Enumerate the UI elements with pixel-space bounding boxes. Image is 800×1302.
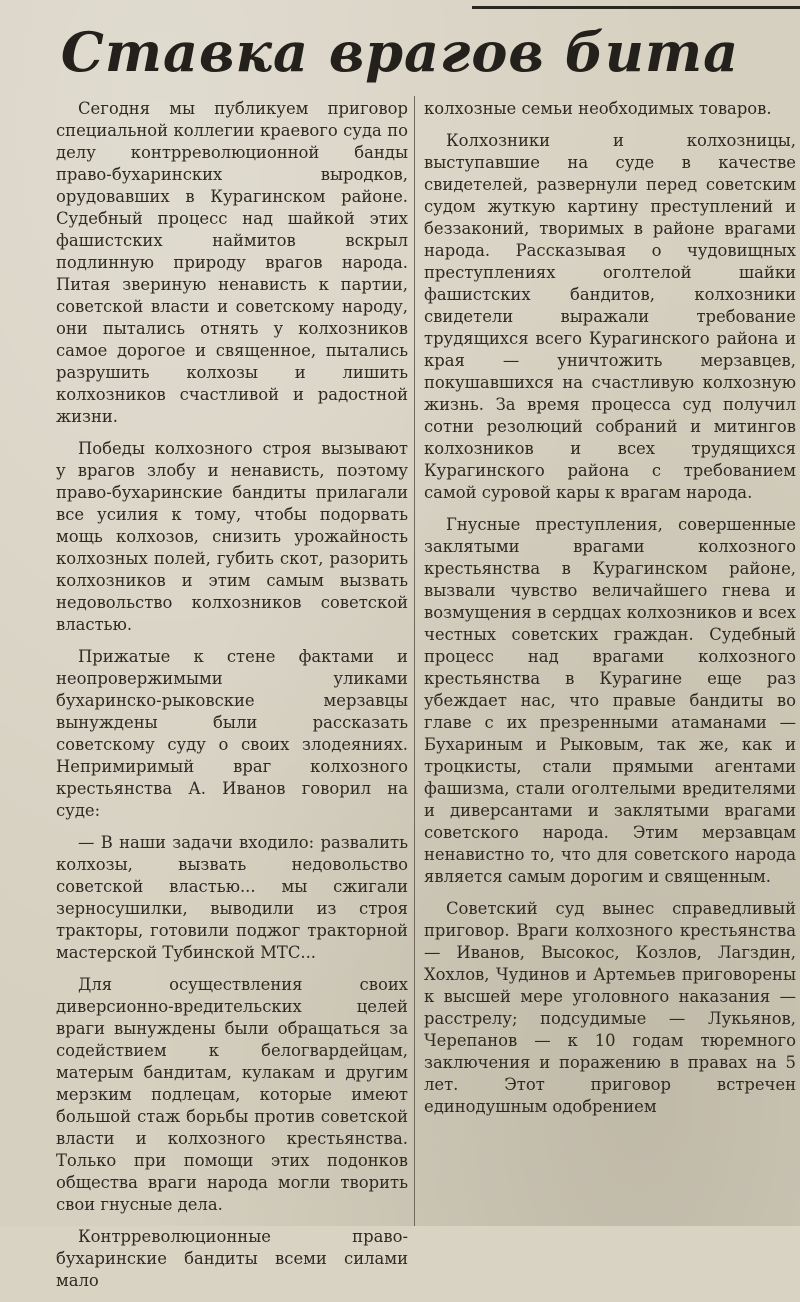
paragraph: Победы колхозного строя вызывают у врагов злобу и ненависть, поэтому право-бухаринские бандиты прилагали все усилия к тому, чтобы подорвать мощь колхозов, снизить урожайность колхозных полей, губить скот, разорить колхозников и этим самым вызвать недовольство колхозников советской властью. (56, 439, 408, 634)
paragraph: Контрреволюционные право-бухаринские бандиты всеми силами мало (56, 1227, 408, 1290)
quote-paragraph: — В наши задачи входило: развалить колхозы, вызвать недовольство советской властью... мы сжигали зерносушилки, выводили из строя тракторы, готовили поджог тракторной мастерской Тубинской МТС... (56, 833, 408, 962)
paragraph: Колхозники и колхозницы, выступавшие на суде в качестве свидетелей, развернули перед советским судом жуткую картину преступлений и беззаконий, творимых в районе врагами народа. Рассказывая о чудовищных преступлениях оголтелой шайки фашистских бандитов, колхозники свидетели выражали требование трудящихся всего Курагинского района и края — уничтожить мерзавцев, покушавшихся на счастливую колхозную жизнь. За время процесса суд получил сотни резолюций собраний и митингов колхозников и всех трудящихся Курагинского района с требованием самой суровой кары к врагам народа. (424, 131, 796, 502)
right-column (424, 98, 796, 1128)
top-rule (472, 6, 800, 9)
column-divider (414, 96, 415, 1226)
paragraph-continuation: колхозные семьи необходимых товаров. (424, 99, 772, 118)
paragraph: Советский суд вынес справедливый приговор. Враги колхозного крестьянства — Иванов, Высокос, Козлов, Лагздин, Хохлов, Чудинов и Артемьев приговорены к высшей мере уголовного наказания — расстрелу; подсудимые — Лукьянов, Черепанов — к 10 годам тюремного заключения и поражению в правах на 5 лет. Этот приговор встречен единодушным одобрением (424, 899, 796, 1116)
headline: Ставка врагов бита (60, 20, 740, 84)
paragraph: Прижатые к стене фактами и неопровержимыми уликами бухаринско-рыковские мерзавцы вынуждены были рассказать советскому суду о своих злодеяниях. Непримиримый враг колхозного крестьянства А. Иванов говорил на суде: (56, 647, 408, 820)
paragraph: Для осуществления своих диверсионно-вредительских целей враги вынуждены были обращаться за содействием к белогвардейцам, матерым бандитам, кулакам и другим мерзким подлецам, которые имеют большой стаж борьбы против советской власти и колхозного крестьянства. Только при помощи этих подонков общества враги народа могли творить свои гнусные дела. (56, 975, 408, 1214)
paragraph: Сегодня мы публикуем приговор специальной коллегии краевого суда по делу контрреволюционной банды право-бухаринских выродков, орудовавших в Курагинском районе. Судебный процесс над шайкой этих фашистских наймитов вскрыл подлинную природу врагов народа. Питая звериную ненависть к партии, советской власти и советскому народу, они пытались отнять у колхозников самое дорогое и священное, пытались разрушить колхозы и лишить колхозников счастливой и радостной жизни. (56, 99, 408, 426)
paragraph: Гнусные преступления, совершенные заклятыми врагами колхозного крестьянства в Курагинском районе, вызвали чувство величайшего гнева и возмущения в сердцах колхозников и всех честных советских граждан. Судебный процесс над врагами колхозного крестьянства в Курагине еще раз убеждает нас, что правые бандиты во главе с их презренными атаманами — Бухариным и Рыковым, так же, как и троцкисты, стали прямыми агентами фашизма, стали оголтелыми вредителями и диверсантами и заклятыми врагами советского народа. Этим мерзавцам ненавистно то, что для советского народа является самым дорогим и священным. (424, 515, 796, 886)
left-column (56, 98, 408, 1302)
